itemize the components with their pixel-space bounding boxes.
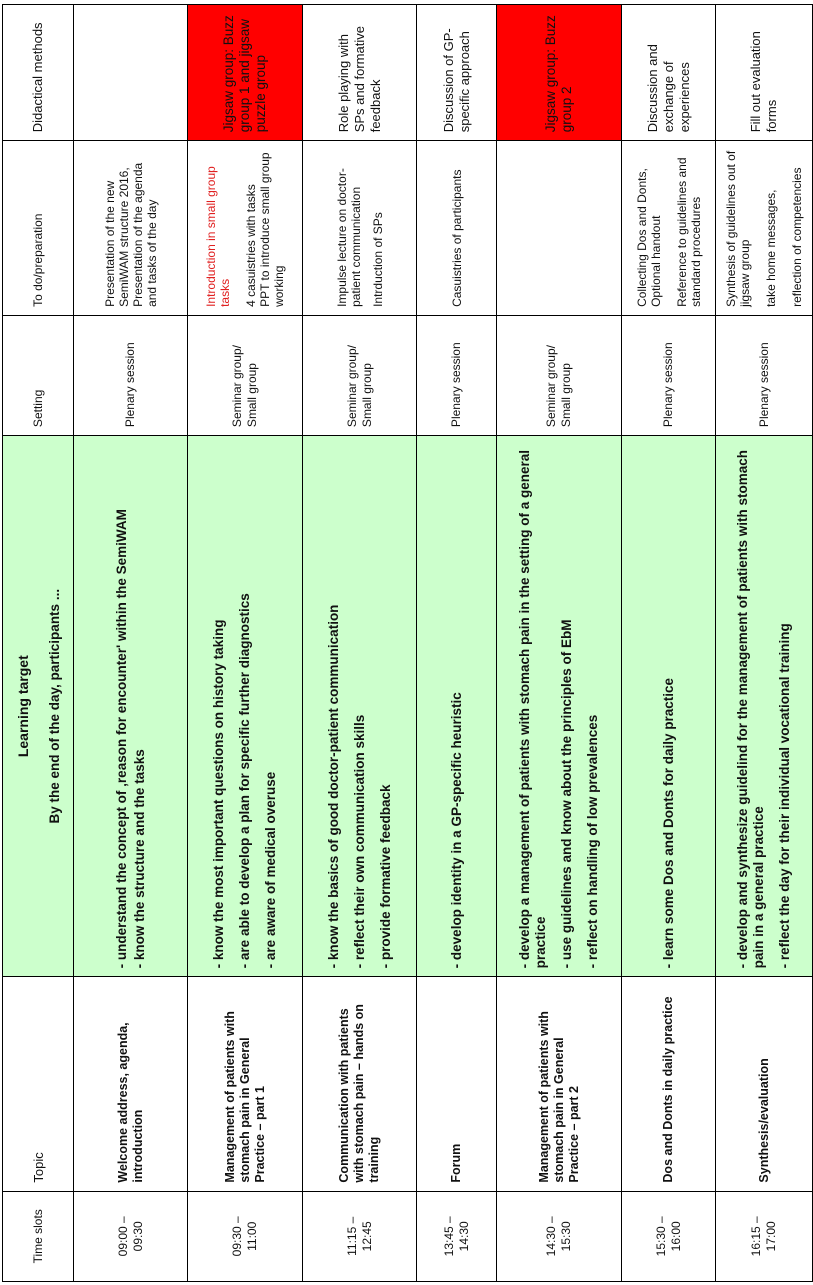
header-topic: Topic [3, 977, 74, 1191]
learning-target-item: - know the structure and the tasks [131, 749, 147, 969]
table-row [497, 5, 622, 1282]
learning-target-item: - understand the concept of ‚reason for encounter' within the SemiWAM [113, 509, 129, 969]
time-slot [417, 1191, 497, 1281]
topic-cell: Communication with patients with stomach pain – hands on training [303, 977, 417, 1191]
todo-cell [74, 141, 188, 316]
learning-target-item: - learn some Dos and Donts for daily practice [660, 678, 676, 969]
todo-cell [622, 141, 716, 316]
time-slot [303, 1191, 417, 1281]
todo-cell [417, 141, 497, 316]
time-end: 17:00 [764, 1221, 778, 1252]
method-cell: Role playing with SPs and formative feedback [303, 5, 417, 141]
todo-item: Collecting Dos and Donts, Optional handout [634, 168, 663, 307]
learning-target-item: - know the most important questions on history taking [211, 619, 226, 969]
todo-item: take home messages, [764, 189, 778, 307]
learning-target-cell [188, 436, 303, 977]
topic-cell: Management of patients with stomach pain in General Practice – part 2 [497, 977, 622, 1191]
setting-cell: Plenary session [622, 315, 716, 435]
todo-item: Intrduction of SPs [370, 212, 385, 307]
topic-cell: Forum [417, 977, 497, 1191]
learning-target-cell [417, 436, 497, 977]
time-slot [716, 1191, 813, 1281]
todo-item: Presentation of the agenda and tasks of the day [130, 162, 159, 307]
todo-cell [497, 141, 622, 316]
learning-target-item: - use guidelines and know about the principles of EbM [559, 619, 574, 969]
todo-item: Casuistries of participants [449, 169, 464, 307]
table-row [716, 5, 813, 1282]
learning-target-item: - develop and synthesize guidelind for the management of patients with stomach pain in a general practice [735, 450, 766, 969]
learning-target-item: - develop a management of patients with stomach pain in the setting of a general practice [517, 449, 548, 969]
learning-target-item: - reflect the day for their individual vocational training [777, 623, 792, 969]
setting-cell: Plenary session [74, 315, 188, 435]
time-end: 16:00 [668, 1221, 683, 1252]
setting-cell: Seminar group/ Small group [497, 315, 622, 435]
todo-item: Impulse lecture on doctor-patient communication [334, 168, 363, 307]
method-cell-highlight: Jigsaw group: Buzz group 2 [497, 5, 622, 141]
learning-target-subtitle: By the end of the day, participants ... [46, 588, 62, 824]
learning-target-cell [303, 436, 417, 977]
learning-target-item: - develop identity in a GP-specific heuristic [448, 692, 464, 969]
todo-highlight: Introduction in small group tasks [204, 166, 232, 307]
todo-cell [188, 141, 303, 316]
schedule-table [2, 4, 813, 1282]
setting-cell: Seminar group/ Small group [188, 315, 303, 435]
time-end: 09:30 [130, 1221, 145, 1252]
learning-target-title: Learning target [14, 655, 31, 758]
time-start: 16:15 – [749, 1216, 763, 1257]
topic-cell: Dos and Donts in daily practice [622, 977, 716, 1191]
topic-cell: Welcome address, agenda, introduction [74, 977, 188, 1191]
time-end: 12:45 [359, 1221, 374, 1252]
method-cell: Fill out evaluation forms [716, 5, 813, 141]
learning-target-item: - reflect their own communication skills [351, 714, 367, 969]
table-row [417, 5, 497, 1282]
time-slot [497, 1191, 622, 1281]
topic-cell: Management of patients with stomach pain in General Practice – part 1 [188, 977, 303, 1191]
setting-cell: Plenary session [716, 315, 813, 435]
method-cell: Discussion and exchange of experiences [622, 5, 716, 141]
table-row [188, 5, 303, 1282]
todo-item: reflection of competencies [790, 167, 804, 307]
todo-item: PPT to introduce small group working [258, 152, 286, 307]
time-start: 11:15 – [344, 1216, 359, 1256]
method-cell: Discussion of GP-specific approach [417, 5, 497, 141]
header-setting: Setting [3, 315, 74, 435]
learning-target-item: - know the basics of good doctor-patient communication [325, 604, 341, 969]
learning-target-cell [74, 436, 188, 977]
todo-item: Presentation of the new SemiWAM structure 2016, [102, 167, 131, 307]
setting-cell: Plenary session [417, 315, 497, 435]
header-time-slots: Time slots [3, 1191, 74, 1281]
time-start: 09:30 – [230, 1216, 244, 1257]
todo-cell [716, 141, 813, 316]
todo-item: Synthesis of guidelines out of jigsaw group [724, 150, 752, 307]
table-row [303, 5, 417, 1282]
time-slot [622, 1191, 716, 1281]
time-start: 13:45 – [441, 1216, 456, 1257]
learning-target-cell [622, 436, 716, 977]
header-didactical-methods: Didactical methods [3, 5, 74, 141]
table-row [622, 5, 716, 1282]
topic-cell: Synthesis/evaluation [716, 977, 813, 1191]
method-cell [74, 5, 188, 141]
header-todo: To do/preparation [3, 141, 74, 316]
time-slot [188, 1191, 303, 1281]
learning-target-item: - are able to develop a plan for specific further diagnostics [237, 593, 252, 969]
time-slot [74, 1191, 188, 1281]
learning-target-item: - are aware of medical overuse [263, 771, 278, 969]
table-row [74, 5, 188, 1282]
learning-target-item: - reflect on handling of low prevalences [585, 714, 600, 969]
header-learning-target [3, 436, 74, 977]
time-start: 14:30 – [544, 1216, 558, 1257]
time-end: 14:30 [456, 1221, 471, 1252]
todo-cell [303, 141, 417, 316]
time-end: 15:30 [559, 1221, 573, 1252]
setting-cell: Seminar group/ Small group [303, 315, 417, 435]
method-cell-highlight: Jigsaw group: Buzz group 1 and jigsaw puzzle group [188, 5, 303, 141]
time-start: 15:30 – [653, 1216, 668, 1257]
learning-target-cell [497, 436, 622, 977]
time-end: 11:00 [245, 1221, 259, 1251]
learning-target-cell [716, 436, 813, 977]
header-row [3, 5, 74, 1282]
learning-target-item: - provide formative feedback [377, 784, 393, 969]
todo-item: 4 casuistries with tasks [244, 184, 258, 307]
time-start: 09:00 – [115, 1216, 130, 1257]
todo-item: Reference to guidelines and standard procedures [674, 157, 703, 307]
